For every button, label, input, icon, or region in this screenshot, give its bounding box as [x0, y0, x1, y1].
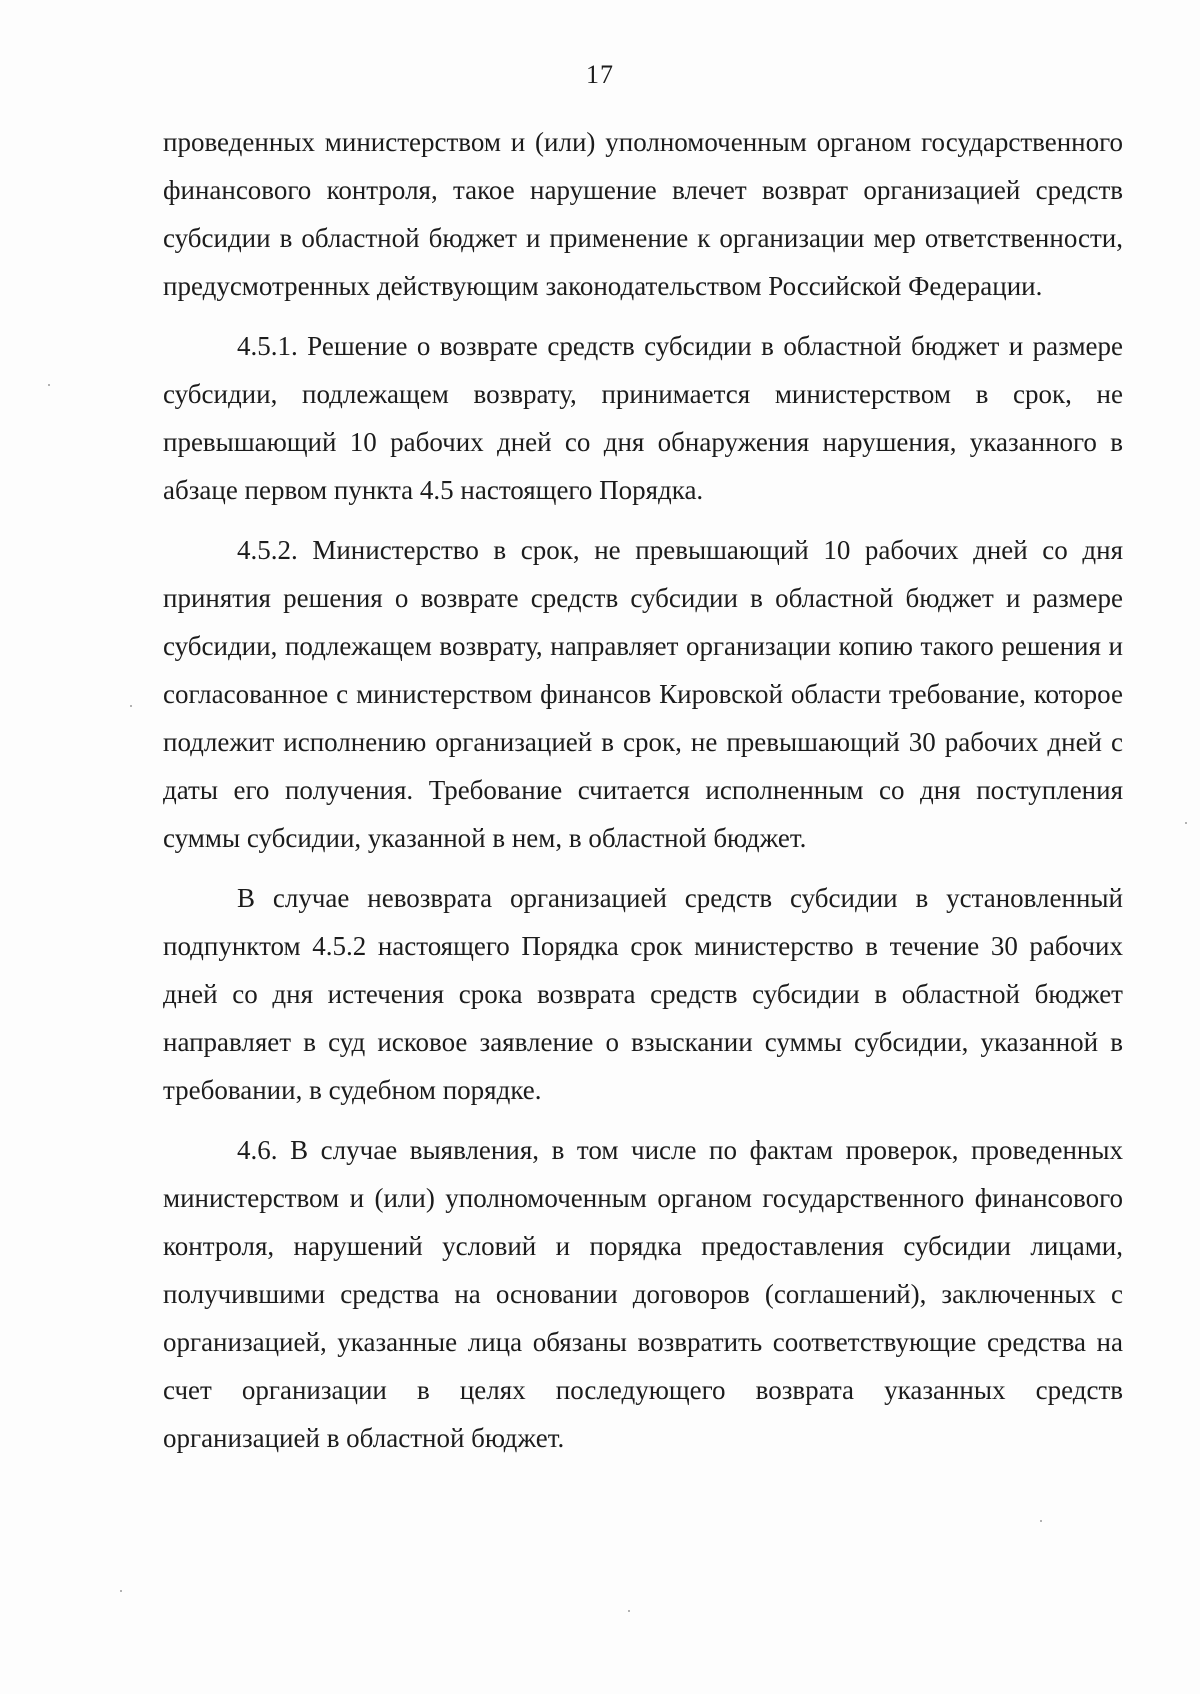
scan-speck: [1185, 822, 1187, 824]
paragraph-non-return: В случае невозврата организацией средств субсидии в установленный подпунктом 4.5.2 настоящего Порядка срок министерство в течение 30 рабочих дней со дня истечения срока возврата средств субсидии в областной бюджет направляет в суд исковое заявление о взыскании суммы субсидии, указанной в требовании, в судебном порядке.: [163, 883, 1123, 1105]
scan-speck: [628, 1610, 630, 1612]
paragraph-4-6: 4.6. В случае выявления, в том числе по фактам проверок, проведенных министерством и (или) уполномоченным органом государственного финансового контроля, нарушений условий и порядка предоставления субсидии лицами, получившими средства на основании договоров (соглашений), заключенных с организацией, указанные лица обязаны возвратить соответствующие средства на счет организации в целях последующего возврата указанных средств организацией в областной бюджет.: [163, 1135, 1123, 1453]
paragraph-4-5-1: 4.5.1. Решение о возврате средств субсидии в областной бюджет и размере субсидии, подлежащем возврату, принимается министерством в срок, не превышающий 10 рабочих дней со дня обнаружения нарушения, указанного в абзаце первом пункта 4.5 настоящего Порядка.: [163, 331, 1123, 505]
paragraph-4-5-2: 4.5.2. Министерство в срок, не превышающий 10 рабочих дней со дня принятия решения о возврате средств субсидии в областной бюджет и размере субсидии, подлежащем возврату, направляет организации копию такого решения и согласованное с министерством финансов Кировской области требование, которое подлежит исполнению организацией в срок, не превышающий 30 рабочих дней с даты его получения. Требование считается исполненным со дня поступления суммы субсидии, указанной в нем, в областной бюджет.: [163, 535, 1123, 853]
scan-speck: [1040, 1520, 1042, 1522]
scan-speck: [130, 705, 132, 707]
scan-speck: [48, 384, 50, 386]
scan-speck: [120, 1590, 122, 1592]
paragraph-continuation: проведенных министерством и (или) уполномоченным органом государственного финансового контроля, такое нарушение влечет возврат организацией средств субсидии в областной бюджет и применение к организации мер ответственности, предусмотренных действующим законодательством Российской Федерации.: [163, 127, 1123, 301]
page-number: 17: [586, 60, 614, 89]
document-body: [163, 118, 1123, 1462]
